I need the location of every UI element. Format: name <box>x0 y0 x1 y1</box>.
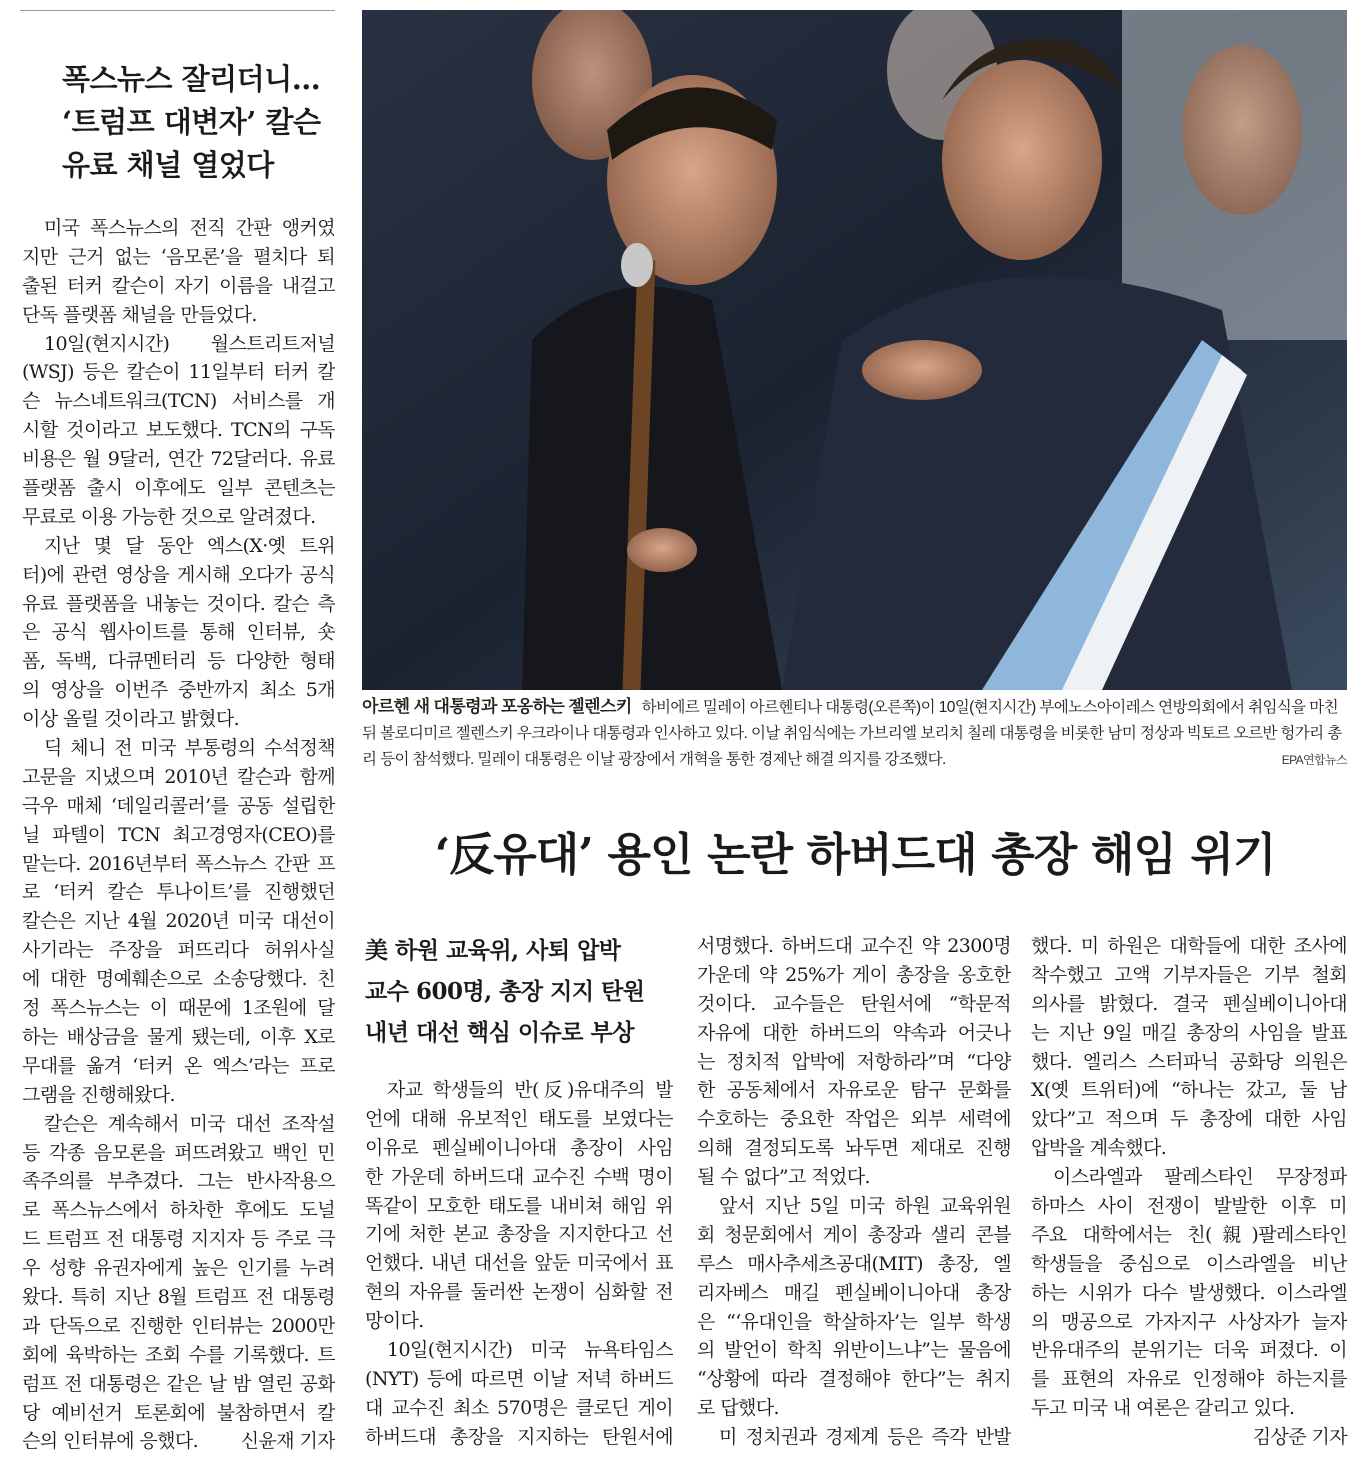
line-text: 슨 뉴스네트워크(TCN) 서비스를 개 <box>22 390 335 413</box>
line-text: (WSJ) 등은 칼슨이 11일부터 터커 칼 <box>22 361 335 384</box>
line-text: (NYT) 등에 따르면 이날 저녁 하버드 <box>365 1367 673 1390</box>
photo-caption <box>362 694 1347 773</box>
text-line <box>22 1399 335 1428</box>
line-text: 미국 폭스뉴스의 전직 간판 앵커였 <box>44 217 335 239</box>
text-line <box>697 1221 1011 1250</box>
line-text: 한 가운데 하버드대 교수진 수백 명이 <box>365 1165 673 1188</box>
line-text: 의해 결정되도록 놔두면 제대로 진행 <box>697 1137 1011 1160</box>
line-text: 시할 것이라고 보도했다. TCN의 구독 <box>22 419 335 442</box>
text-line <box>365 1307 673 1336</box>
line-text: 로 ‘터커 칼슨 투나이트’를 진행했던 <box>22 881 335 904</box>
left-article-headline <box>62 58 332 187</box>
text-line <box>22 474 335 503</box>
caption-text: 하비에르 밀레이 아르헨티나 대통령(오른쪽)이 10일(현지시간) 부에노스아이레스 연방의회에서 취임식을 마친 뒤 볼로디미르 젤렌스키 우크라이나 대통령과 인사하고 있다. 이날 취임식에는 가브리엘 보리치 칠레 대통령을 비롯한 남미 정상과 빅토르 오르반 헝가리 총리 등이 참석했다. 밀레이 대통령은 이날 광장에서 개혁을 통한 경제난 해결 의지를 강조했다. <box>362 699 1342 768</box>
line-text: 족주의를 부추겼다. 그는 반사작용으 <box>22 1170 335 1193</box>
line-text: 등 각종 음모론을 퍼뜨려왔고 백인 민 <box>22 1141 335 1164</box>
line-text: 출된 터커 칼슨이 자기 이름을 내걸고 <box>22 274 335 297</box>
line-text: 기에 처한 본교 총장을 지지한다고 선 <box>365 1223 673 1246</box>
text-line <box>22 301 335 330</box>
photo-image <box>362 10 1347 690</box>
text-line <box>22 676 335 705</box>
line-text: 칼슨은 지난 4월 2020년 미국 대선이 <box>22 910 335 933</box>
byline: 김상준 기자 <box>1252 1426 1347 1449</box>
line-text: 사기라는 주장을 퍼뜨리다 허위사실 <box>22 939 335 962</box>
line-text: 서명했다. 하버드대 교수진 약 2300명 <box>697 935 1011 957</box>
text-line <box>22 416 335 445</box>
subhead-line: 내년 대선 핵심 이슈로 부상 <box>365 1019 634 1046</box>
text-line <box>22 705 335 734</box>
text-line <box>1031 1076 1347 1105</box>
text-line <box>1031 990 1347 1019</box>
line-text: 대 교수진 최소 570명은 클로딘 게이 <box>365 1396 673 1419</box>
text-line <box>22 1254 335 1283</box>
text-line <box>1031 1365 1347 1394</box>
text-line <box>365 1365 673 1394</box>
text-line <box>1031 1048 1347 1077</box>
line-text: 았다”고 적으며 두 총장에 대한 사임 <box>1031 1108 1347 1131</box>
text-line <box>22 936 335 965</box>
text-line <box>22 243 335 272</box>
line-text: 폼, 독백, 다큐멘터리 등 다양한 형태 <box>22 650 335 673</box>
line-text: 이유로 펜실베이니아대 총장이 사임 <box>365 1136 673 1159</box>
text-line <box>22 618 335 647</box>
text-line <box>22 387 335 416</box>
text-line <box>22 878 335 907</box>
top-rule <box>20 10 335 11</box>
line-text: 하버드대 총장을 지지하는 탄원서에 <box>365 1425 673 1448</box>
line-text: 착수했고 고액 기부자들은 기부 철회 <box>1031 963 1347 986</box>
line-text: 미 정치권과 경제계 등은 즉각 반발 <box>719 1426 1011 1449</box>
text-line <box>1031 932 1347 961</box>
text-line <box>365 1105 673 1134</box>
text-line <box>22 1167 335 1196</box>
line-text: 그램을 진행해왔다. <box>22 1083 175 1106</box>
text-line <box>22 821 335 850</box>
text-line <box>365 1278 673 1307</box>
line-text: 로 답했다. <box>697 1397 779 1420</box>
line-text: 과 단독으로 진행한 인터뷰는 2000만 <box>22 1314 335 1337</box>
line-text: 될 수 없다”고 적었다. <box>697 1166 870 1189</box>
line-text: 하는 배상금을 물게 됐는데, 이후 X로 <box>22 1025 335 1048</box>
line-text: 두고 미국 내 여론은 갈리고 있다. <box>1031 1397 1295 1420</box>
line-text: 단독 플랫폼 채널을 만들었다. <box>22 303 257 326</box>
text-line <box>365 1423 673 1452</box>
line-text: 것이다. 교수들은 탄원서에 “학문적 <box>697 992 1011 1015</box>
news-photo <box>362 10 1347 690</box>
line-text: 이상 올릴 것이라고 밝혔다. <box>22 708 240 731</box>
line-text: 플랫폼 출시 이후에도 일부 콘텐츠는 <box>22 477 335 500</box>
text-line <box>22 965 335 994</box>
text-line <box>697 961 1011 990</box>
line-text: 닐 파텔이 TCN 최고경영자(CEO)를 <box>22 823 335 846</box>
text-line <box>697 1250 1011 1279</box>
line-text: 하마스 사이 전쟁이 발발한 이후 미 <box>1031 1195 1347 1218</box>
text-line <box>697 1105 1011 1134</box>
line-text: 자유에 대한 하버드의 약속과 어긋나 <box>697 1021 1011 1044</box>
text-line <box>1031 1394 1347 1423</box>
text-line <box>697 1423 1011 1452</box>
text-line <box>697 1163 1011 1192</box>
text-line <box>1031 1250 1347 1279</box>
line-text: 터)에 관련 영상을 게시해 오다가 공식 <box>22 563 335 586</box>
text-line <box>365 1249 673 1278</box>
line-text: 는 정치적 압박에 저항하라”며 “다양 <box>697 1050 1011 1073</box>
line-text: 언에 대해 유보적인 태도를 보였다는 <box>365 1107 673 1130</box>
line-text: 은 공식 웹사이트를 통해 인터뷰, 숏 <box>22 621 335 644</box>
line-text: 맡는다. 2016년부터 폭스뉴스 간판 프 <box>22 852 335 875</box>
line-text: 압박을 계속했다. <box>1031 1137 1167 1160</box>
text-line <box>22 1370 335 1399</box>
text-line <box>22 1283 335 1312</box>
line-text: 학생들을 중심으로 이스라엘을 비난 <box>1031 1252 1347 1275</box>
text-line <box>22 1312 335 1341</box>
text-line <box>1031 1134 1347 1163</box>
line-text: 유료 플랫폼을 내놓는 것이다. 칼슨 측 <box>22 592 335 615</box>
line-text: 지만 근거 없는 ‘음모론’을 펼치다 퇴 <box>22 245 335 268</box>
line-text: 비용은 월 9달러, 연간 72달러다. 유료 <box>22 448 335 471</box>
subhead-line: 美 하원 교육위, 사퇴 압박 <box>365 937 621 964</box>
text-line <box>365 1134 673 1163</box>
text-line <box>22 907 335 936</box>
line-text: 똑같이 모호한 태도를 내비쳐 해임 위 <box>365 1194 673 1217</box>
line-text: 무료로 이용 가능한 것으로 알려졌다. <box>22 505 316 528</box>
text-line <box>22 647 335 676</box>
left-article-body <box>22 214 335 1456</box>
line-text: 로 폭스뉴스에서 하차한 후에도 도널 <box>22 1199 335 1222</box>
line-text: 하는 시위가 다수 발생했다. 이스라엘 <box>1031 1281 1347 1304</box>
line-text: 지난 몇 달 동안 엑스(X·옛 트위 <box>44 534 335 557</box>
text-line <box>365 1163 673 1192</box>
line-text: 주요 대학에서는 친(親)팔레스타인 <box>1031 1223 1347 1246</box>
main-article-column-1 <box>365 1076 673 1452</box>
text-line <box>22 763 335 792</box>
text-line <box>22 532 335 561</box>
text-line <box>697 1336 1011 1365</box>
line-text: 왔다. 특히 지난 8월 트럼프 전 대통령 <box>22 1285 335 1308</box>
text-line <box>22 1341 335 1370</box>
line-text: 언했다. 내년 대선을 앞둔 미국에서 표 <box>365 1252 673 1275</box>
text-line <box>22 1139 335 1168</box>
text-line <box>697 1134 1011 1163</box>
line-text: 의사를 밝혔다. 결국 펜실베이니아대 <box>1031 992 1347 1015</box>
text-line <box>22 445 335 474</box>
line-text: 앞서 지난 5일 미국 하원 교육위원 <box>719 1195 1011 1218</box>
text-line <box>365 1076 673 1105</box>
line-text: 당 예비선거 토론회에 불참하면서 칼 <box>22 1401 335 1424</box>
text-line <box>22 1196 335 1225</box>
text-line <box>697 1192 1011 1221</box>
text-line <box>22 850 335 879</box>
text-line <box>365 1394 673 1423</box>
line-text: 리자베스 매길 펜실베이니아대 총장 <box>697 1281 1011 1304</box>
text-line <box>697 1365 1011 1394</box>
line-text: 했다. 엘리스 스터파닉 공화당 의원은 <box>1031 1050 1347 1073</box>
photo-credit: EPA연합뉴스 <box>1281 753 1347 767</box>
text-line <box>22 1052 335 1081</box>
text-line <box>22 330 335 359</box>
caption-title: 아르헨 새 대통령과 포옹하는 젤렌스키 <box>362 697 632 716</box>
line-text: 에 대한 명예훼손으로 소송당했다. 친 <box>22 968 335 991</box>
text-line <box>1031 1192 1347 1221</box>
main-article-column-3 <box>1031 932 1347 1452</box>
line-text: 가운데 약 25%가 게이 총장을 옹호한 <box>697 963 1011 986</box>
text-line <box>1031 1163 1347 1192</box>
line-text: “상황에 따라 결정해야 한다”는 취지 <box>697 1368 1011 1391</box>
text-line <box>22 503 335 532</box>
line-text: 망이다. <box>365 1310 424 1333</box>
text-line <box>22 590 335 619</box>
text-line <box>697 1308 1011 1337</box>
subheadlines <box>365 930 675 1053</box>
text-line <box>697 1394 1011 1423</box>
line-text: 칼슨은 계속해서 미국 대선 조작설 <box>44 1112 335 1135</box>
text-line <box>1031 1105 1347 1134</box>
subhead-line: 교수 600명, 총장 지지 탄원 <box>365 978 645 1005</box>
line-text: 10일(현지시간) 미국 뉴욕타임스 <box>387 1339 673 1362</box>
text-line <box>22 792 335 821</box>
line-text: 는 지난 9일 매길 총장의 사임을 발표 <box>1031 1021 1347 1044</box>
text-line <box>22 994 335 1023</box>
text-line <box>1031 1221 1347 1250</box>
text-line <box>697 932 1011 961</box>
line-text: 반유대주의 분위기는 더욱 퍼졌다. 이 <box>1031 1339 1347 1362</box>
text-line <box>22 1225 335 1254</box>
text-line <box>22 561 335 590</box>
text-line <box>22 1427 335 1456</box>
text-line <box>697 1279 1011 1308</box>
text-line <box>22 1081 335 1110</box>
headline-line: 유료 채널 열었다 <box>62 148 274 182</box>
line-text: 루스 매사추세츠공대(MIT) 총장, 엘 <box>697 1252 1011 1275</box>
text-line <box>697 990 1011 1019</box>
main-headline: ‘反유대’ 용인 논란 하버드대 총장 해임 위기 <box>434 828 1276 881</box>
line-text: 럼프 전 대통령은 같은 날 밤 열린 공화 <box>22 1372 335 1395</box>
text-line <box>697 1048 1011 1077</box>
line-text: 슨의 인터뷰에 응했다. <box>22 1430 199 1453</box>
line-text: 현의 자유를 둘러싼 논쟁이 심화할 전 <box>365 1281 673 1304</box>
line-text: 했다. 미 하원은 대학들에 대한 조사에 <box>1031 935 1347 957</box>
text-line <box>697 1076 1011 1105</box>
line-text: 이스라엘과 팔레스타인 무장정파 <box>1053 1166 1347 1189</box>
text-line <box>365 1192 673 1221</box>
text-line <box>365 1220 673 1249</box>
line-text: 은 “‘유대인을 학살하자’는 일부 학생 <box>697 1310 1011 1333</box>
text-line <box>365 1336 673 1365</box>
line-text: 의 영상을 이번주 중반까지 최소 5개 <box>22 679 335 702</box>
line-text: 수호하는 중요한 작업은 외부 세력에 <box>697 1108 1011 1131</box>
headline-line: ‘트럼프 대변자’ 칼슨 <box>62 105 321 139</box>
line-text: 극우 매체 ‘데일리콜러’를 공동 설립한 <box>22 794 335 817</box>
line-text: 딕 체니 전 미국 부통령의 수석정책 <box>44 737 335 760</box>
text-line <box>1031 1308 1347 1337</box>
text-line <box>1031 1336 1347 1365</box>
headline-line: 폭스뉴스 잘리더니… <box>62 62 321 96</box>
text-line <box>1031 961 1347 990</box>
line-text: 의 맹공으로 가자지구 사상자가 늘자 <box>1031 1310 1347 1333</box>
text-line <box>22 734 335 763</box>
line-text: 자교 학생들의 반(反)유대주의 발 <box>387 1079 673 1101</box>
line-text: 고문을 지냈으며 2010년 칼슨과 함께 <box>22 765 335 788</box>
text-line <box>22 1023 335 1052</box>
byline: 신윤재 기자 <box>240 1430 335 1453</box>
line-text: 를 표현의 자유로 인정해야 하는지를 <box>1031 1368 1347 1391</box>
line-text: 의 발언이 학칙 위반이느냐”는 물음에 <box>697 1339 1011 1362</box>
text-line <box>22 358 335 387</box>
main-article-column-2 <box>697 932 1011 1452</box>
line-text: 한 공동체에서 자유로운 탐구 문화를 <box>697 1079 1011 1102</box>
text-line <box>1031 1019 1347 1048</box>
line-text: 정 폭스뉴스는 이 때문에 1조원에 달 <box>22 997 335 1020</box>
line-text: 회에 육박하는 조회 수를 기록했다. 트 <box>22 1343 335 1366</box>
text-line <box>1031 1279 1347 1308</box>
line-text: 우 성향 유권자에게 높은 인기를 누려 <box>22 1257 335 1280</box>
line-text: 회 청문회에서 게이 총장과 샐리 콘블 <box>697 1223 1011 1246</box>
line-text: 10일(현지시간) 월스트리트저널 <box>44 332 335 355</box>
text-line <box>697 1019 1011 1048</box>
line-text: 드 트럼프 전 대통령 지지자 등 주로 극 <box>22 1228 335 1251</box>
line-text: 무대를 옮겨 ‘터커 온 엑스’라는 프로 <box>22 1054 335 1077</box>
text-line <box>22 272 335 301</box>
line-text: X(옛 트위터)에 “하나는 갔고, 둘 남 <box>1031 1079 1347 1102</box>
text-line <box>22 214 335 243</box>
text-line <box>22 1110 335 1139</box>
